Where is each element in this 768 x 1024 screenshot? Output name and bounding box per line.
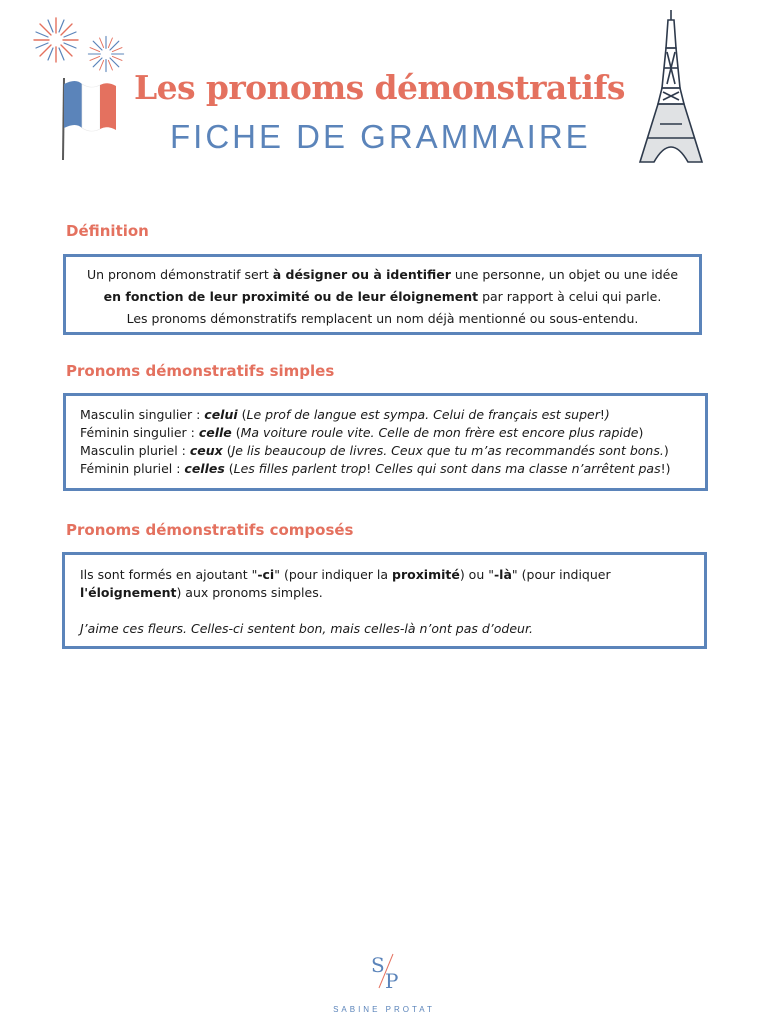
definition-emphasis: en fonction de leur proximité ou de leur éloignement	[103, 289, 479, 304]
composes-emphasis: proximité	[392, 567, 460, 582]
row-label: Masculin pluriel :	[80, 443, 190, 458]
simples-heading: Pronoms démonstratifs simples	[66, 362, 335, 380]
logo-letter-s: S	[371, 953, 385, 977]
definition-emphasis: à désigner ou à identifier	[272, 267, 451, 282]
composes-heading: Pronoms démonstratifs composés	[66, 521, 354, 539]
row-paren: (	[222, 443, 232, 458]
simples-row	[80, 460, 705, 478]
row-example: Les filles parlent trop	[233, 461, 367, 476]
row-pronoun: celles	[184, 461, 225, 476]
row-label: Féminin pluriel :	[80, 461, 185, 476]
definition-text: par rapport à celui qui parle.	[478, 289, 662, 304]
definition-line-1	[66, 266, 699, 284]
composes-example	[80, 620, 704, 638]
composes-emphasis: -là	[493, 567, 512, 582]
row-pronoun: celui	[204, 407, 238, 422]
french-flag-icon	[58, 76, 120, 162]
composes-text: " (pour indiquer	[511, 567, 611, 582]
row-example: Ma voiture roule vite. Celle de mon frère est encore plus rapide	[240, 425, 639, 440]
row-punct: !	[599, 407, 605, 422]
composes-emphasis: -ci	[257, 567, 275, 582]
composes-emphasis: l'éloignement	[80, 585, 177, 600]
page-title: Les pronoms démonstratifs	[134, 68, 625, 107]
composes-line-1	[80, 566, 704, 584]
definition-line-2	[66, 288, 699, 306]
composes-text: ) aux pronoms simples.	[176, 585, 323, 600]
simples-box	[63, 393, 708, 491]
definition-box	[63, 254, 702, 335]
composes-line-2	[80, 584, 704, 602]
fireworks-icon	[28, 10, 132, 76]
row-paren: (	[231, 425, 241, 440]
simples-row	[80, 424, 705, 442]
row-example: Le prof de langue est sympa. Celui de français est super	[246, 407, 600, 422]
row-label: Féminin singulier :	[80, 425, 199, 440]
definition-line-3: Les pronoms démonstratifs remplacent un nom déjà mentionné ou sous-entendu.	[126, 311, 639, 326]
composes-text: Ils sont formés en ajoutant "	[80, 567, 258, 582]
composes-box	[62, 552, 707, 649]
row-punct: !	[660, 461, 666, 476]
row-paren: )	[638, 425, 644, 440]
row-label: Masculin singulier :	[80, 407, 205, 422]
simples-row	[80, 442, 705, 460]
eiffel-tower-icon	[636, 8, 706, 166]
sabine-protat-logo	[369, 950, 403, 992]
row-paren: )	[665, 461, 671, 476]
composes-example-text: J’aime ces fleurs. Celles-ci sentent bon, mais celles-là n’ont pas d’odeur.	[80, 621, 533, 636]
row-paren: (	[237, 407, 247, 422]
definition-text: une personne, un objet ou une idée	[450, 267, 679, 282]
row-pronoun: celle	[198, 425, 232, 440]
brand-name: SABINE PROTAT	[333, 1005, 435, 1014]
definition-heading: Définition	[66, 222, 149, 240]
definition-text: Un pronom démonstratif sert	[86, 267, 273, 282]
row-pronoun: ceux	[189, 443, 223, 458]
logo-letter-p: P	[385, 969, 399, 992]
simples-row	[80, 406, 705, 424]
row-paren: )	[604, 407, 610, 422]
composes-text: " (pour indiquer la	[274, 567, 393, 582]
composes-text: ) ou "	[459, 567, 494, 582]
row-paren: (	[224, 461, 234, 476]
row-paren: )	[663, 443, 669, 458]
row-punct: !	[366, 461, 376, 476]
row-example: Celles qui sont dans ma classe n’arrêtent pas	[375, 461, 661, 476]
row-example: Je lis beaucoup de livres. Ceux que tu m’as recommandés sont bons.	[231, 443, 664, 458]
page-subtitle: FICHE DE GRAMMAIRE	[170, 118, 591, 155]
